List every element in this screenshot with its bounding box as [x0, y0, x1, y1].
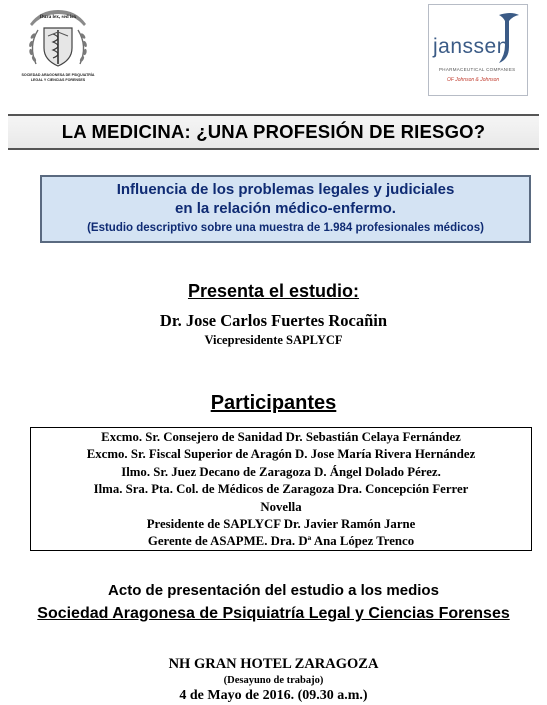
participant-line: Gerente de ASAPME. Dra. Dª Ana López Trenco	[147, 534, 415, 549]
participants-box	[30, 427, 532, 551]
event-venue-note: (Desayuno de trabajo)	[223, 675, 324, 686]
seal-caption	[22, 72, 95, 82]
participants-heading: Participantes	[210, 392, 337, 414]
seal-caption-line-1: SOCIEDAD ARAGONESA DE PSIQUIATRÍA	[21, 73, 95, 77]
janssen-logo-icon	[428, 4, 528, 96]
participant-line: Ilmo. Sr. Juez Decano de Zaragoza D. Ángel Dolado Pérez.	[121, 464, 441, 479]
page-title: LA MEDICINA: ¿UNA PROFESIÓN DE RIESGO?	[61, 121, 486, 142]
event-date: 4 de Mayo de 2016. (09.30 a.m.)	[179, 688, 368, 703]
presenter-name: Dr. Jose Carlos Fuertes Rocañin	[159, 311, 388, 330]
study-title-line-1: Influencia de los problemas legales y judiciales	[116, 181, 455, 198]
presenter-heading: Presenta el estudio:	[187, 281, 360, 301]
janssen-wordmark: janssen	[433, 35, 509, 58]
participant-line: Presidente de SAPLYCF Dr. Javier Ramón Jarne	[146, 517, 416, 532]
study-box	[40, 175, 531, 243]
study-title-line-2: en la relación médico-enfermo.	[175, 200, 396, 217]
janssen-parent: OF Johnson & Johnson	[447, 77, 500, 83]
participant-line: Excmo. Sr. Consejero de Sanidad Dr. Sebastián Celaya Fernández	[101, 430, 461, 444]
title-bar	[8, 114, 539, 150]
participant-line: Excmo. Sr. Fiscal Superior de Aragón D. Jose María Rivera Hernández	[86, 447, 476, 462]
participant-line: Novella	[260, 499, 302, 514]
event-venue: NH GRAN HOTEL ZARAGOZA	[168, 656, 379, 672]
study-subtitle: (Estudio descriptivo sobre una muestra de 1.984 profesionales médicos)	[87, 222, 484, 234]
participant-line: Ilma. Sra. Pta. Col. de Médicos de Zaragoza Dra. Concepción Ferrer	[93, 482, 469, 497]
event-society: Sociedad Aragonesa de Psiquiatría Legal y Ciencias Forenses	[37, 605, 510, 622]
medical-seal-icon	[18, 4, 98, 96]
presenter-role: Vicepresidente SAPLYCF	[204, 333, 343, 347]
janssen-tagline: PHARMACEUTICAL COMPANIES	[439, 67, 516, 72]
event-act: Acto de presentación del estudio a los medios	[108, 582, 439, 599]
svg-text:Dura lex, sed lex: Dura lex, sed lex	[39, 14, 77, 20]
seal-caption-line-2: LEGAL Y CIENCIAS FORENSES	[30, 78, 86, 82]
